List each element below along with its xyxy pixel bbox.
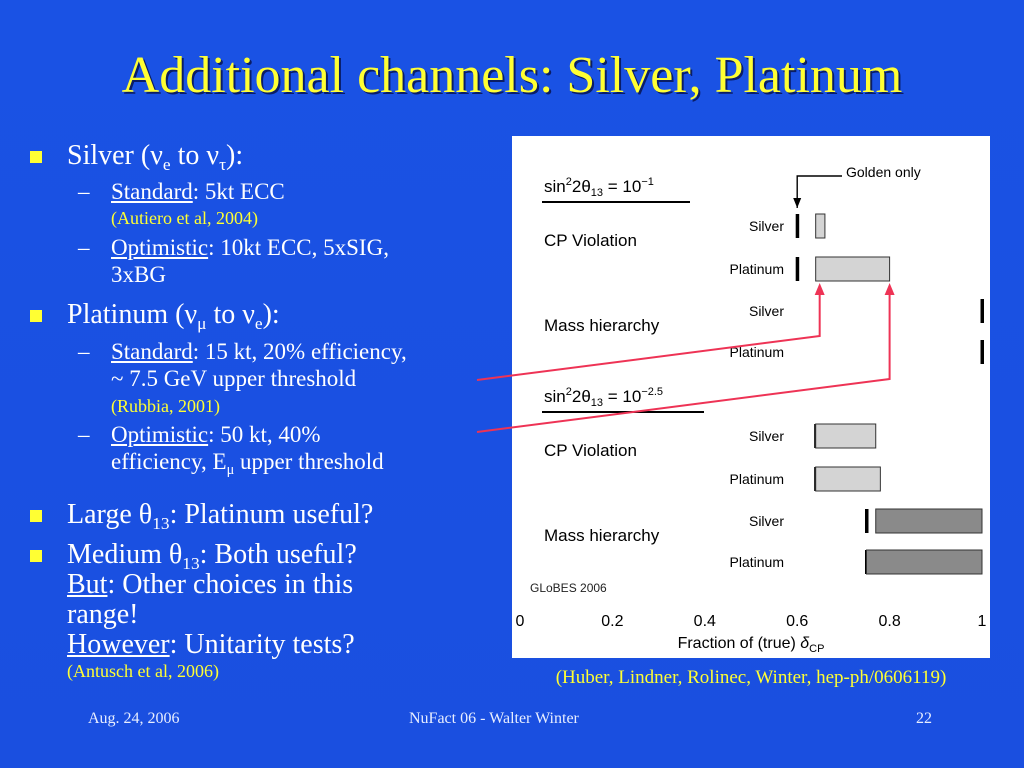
x-tick-label: 0.6 <box>786 613 809 630</box>
group-header-0: $\sin^22\theta_{13} = 10^{-1}$ <box>544 176 654 199</box>
golden-marker <box>865 509 869 533</box>
bullet-platinum-text: Platinum ($\nu_\mu$ to $\nu_e$): <box>67 299 280 334</box>
bullet-marker <box>30 510 42 522</box>
bullet-silver-text: Silver ($\nu_e$ to $\nu_\tau$): <box>67 140 244 175</box>
category-label: CP Violation <box>544 441 637 460</box>
golden-pointer-line <box>797 176 842 208</box>
x-tick-label: 0.4 <box>693 613 716 630</box>
golden-marker <box>796 257 800 281</box>
row-label: Silver <box>748 218 784 234</box>
footer-date: Aug. 24, 2006 <box>88 710 180 727</box>
silver-optimistic-label: Optimistic <box>111 235 209 260</box>
category-label: CP Violation <box>544 231 637 250</box>
fraction-bar <box>816 214 825 238</box>
fraction-bar <box>867 550 983 574</box>
golden-pointer-arrowhead <box>793 198 801 208</box>
x-tick-label: 0.8 <box>878 613 901 630</box>
x-axis-label: Fraction of (true) $\delta_{CP}$ <box>677 635 825 655</box>
row-label: Silver <box>748 513 784 529</box>
fraction-bar <box>816 467 881 491</box>
x-tick-label: 1 <box>977 613 987 630</box>
fraction-bar <box>816 257 890 281</box>
platinum-optimistic-label: Optimistic <box>111 422 209 447</box>
platinum-standard-ref: (Rubbia, 2001) <box>111 396 220 416</box>
row-label: Platinum <box>729 261 784 277</box>
category-label: Mass hierarchy <box>544 526 660 545</box>
chart-panel <box>512 136 990 658</box>
x-tick-label: 0 <box>515 613 525 630</box>
medium-ref: (Antusch et al, 2006) <box>67 661 219 681</box>
bullet-marker <box>30 550 42 562</box>
group-header-1: $\sin^22\theta_{13} = 10^{-2.5}$ <box>544 386 664 409</box>
golden-marker <box>796 214 800 238</box>
silver-standard-label: Standard <box>111 179 193 204</box>
category-label: Mass hierarchy <box>544 316 660 335</box>
bullet-marker <box>30 151 42 163</box>
however-label: However <box>67 629 170 660</box>
platinum-standard-label: Standard <box>111 339 193 364</box>
fraction-bar <box>816 424 876 448</box>
row-label: Platinum <box>729 344 784 360</box>
fraction-bar <box>876 509 982 533</box>
footer-title: NuFact 06 - Walter Winter <box>409 710 579 727</box>
golden-marker <box>981 340 985 364</box>
x-tick-label: 0.2 <box>601 613 624 630</box>
bullet-marker <box>30 310 42 322</box>
row-label: Silver <box>748 428 784 444</box>
silver-standard-ref: (Autiero et al, 2004) <box>111 208 258 228</box>
chart-watermark: GLoBES 2006 <box>530 581 607 595</box>
row-label: Silver <box>748 303 784 319</box>
row-label: Platinum <box>729 554 784 570</box>
slide-title: Additional channels: Silver, Platinum <box>121 47 903 104</box>
golden-only-label: Golden only <box>846 164 921 180</box>
golden-marker <box>981 299 985 323</box>
row-label: Platinum <box>729 471 784 487</box>
footer-page-number: 22 <box>916 710 932 727</box>
chart-caption: (Huber, Lindner, Rolinec, Winter, hep-ph/0606119) <box>555 667 947 688</box>
fraction-chart <box>512 136 990 658</box>
but-label: But <box>67 569 108 600</box>
